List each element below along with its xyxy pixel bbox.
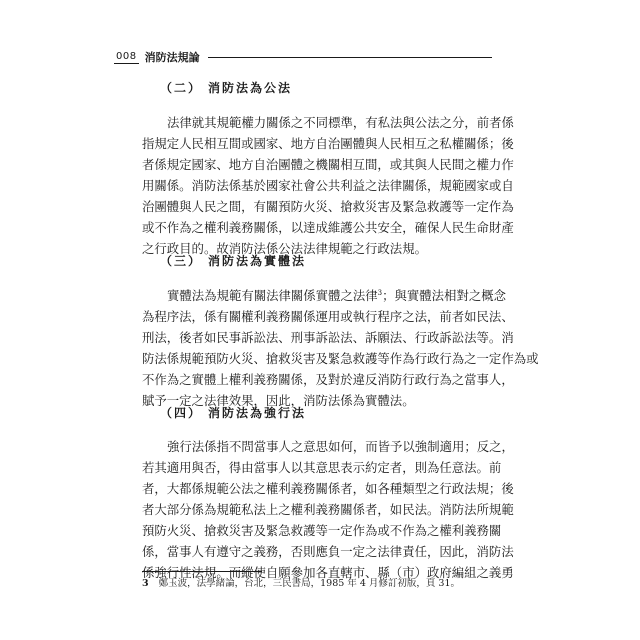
- text-line: 刑法，後者如民事訴訟法、刑事訴訟法、訴願法、行政訴訟法等。消: [142, 330, 514, 345]
- footnote-reference: 3: [377, 288, 383, 297]
- text-line: 強行法係指不問當事人之意思如何，而皆予以強制適用；反之，: [167, 439, 514, 454]
- text-line: 係，當事人有遵守之義務，否則應負一定之法律責任，因此，消防法: [142, 544, 514, 559]
- text-line: 之行政目的。故消防法係公法法律規範之行政法規。: [142, 241, 427, 256]
- book-title: 消防法規論: [144, 51, 200, 64]
- text-line: 者，大都係規範公法之權利義務關係者，如各種類型之行政法規；後: [142, 481, 514, 496]
- text-line: 預防火災、搶救災害及緊急救護等一定作為或不作為之權利義務關: [142, 523, 502, 538]
- text-fragment: 實體法為規範有關法律關係實體之法律: [167, 288, 378, 303]
- text-line: 賦予一定之法律效果，因此，消防法係為實體法。: [142, 393, 415, 408]
- text-line: 或不作為之權利義務關係，以達成維護公共安全，確保人民生命財產: [142, 220, 514, 235]
- section-number: （二）: [160, 81, 203, 95]
- text-fragment: ；與實體法相對之概念: [382, 288, 507, 303]
- footnote-rule: [142, 571, 262, 572]
- section-title: 消防法為實體法: [208, 254, 307, 268]
- text-line: 者大部分係為規範私法上之權利義務關係者，如民法。消防法所規範: [142, 502, 514, 517]
- footnote-text: 鄭玉波，法學緒論，台北，三民書局，1985 年 4 月修訂初版，頁 31。: [158, 578, 461, 589]
- header-rule: [208, 57, 492, 58]
- section-number: （三）: [160, 254, 203, 268]
- section-heading-4: [160, 405, 306, 421]
- page-number: 008: [116, 50, 137, 62]
- section-body-2: [142, 112, 514, 259]
- text-line: 防法係規範預防火災、搶救災害及緊急救護等作為行政行為之一定作為或: [142, 351, 539, 366]
- section-title: 消防法為公法: [208, 81, 293, 95]
- text-line: 者係規定國家、地方自治團體之機關相互間，或其與人民間之權力作: [142, 157, 514, 172]
- text-line: 若其適用與否，得由當事人以其意思表示約定者，則為任意法。前: [142, 460, 502, 475]
- text-line: 用關係。消防法係基於國家社會公共利益之法律關係，規範國家或自: [142, 178, 514, 193]
- text-line: 不作為之實體上權利義務關係，及對於違反消防行政行為之當事人，: [142, 372, 514, 387]
- text-line: 為程序法，係有關權利義務關係運用或執行程序之法，前者如民法、: [142, 309, 514, 324]
- section-title: 消防法為強行法: [208, 406, 307, 420]
- section-body-4: [142, 436, 514, 583]
- section-heading-2: [160, 80, 292, 96]
- section-body-3: [142, 285, 539, 411]
- footnote: [142, 577, 460, 591]
- text-line: 指規定人民相互間或國家、地方自治團體與人民相互之私權關係；後: [142, 136, 514, 151]
- text-line: 治團體與人民之間，有關預防火災、搶救災害及緊急救護等一定作為: [142, 199, 514, 214]
- footnote-mark: 3: [142, 578, 149, 589]
- section-heading-3: [160, 253, 306, 269]
- text-line: 係強行性法規。而縱使自願參加各直轄市、縣（市）政府編組之義勇: [142, 565, 514, 580]
- text-line: 法律就其規範權力關係之不同標準，有私法與公法之分，前者係: [167, 115, 514, 130]
- text-line: [142, 285, 507, 306]
- section-number: （四）: [160, 406, 203, 420]
- running-header: [114, 50, 492, 64]
